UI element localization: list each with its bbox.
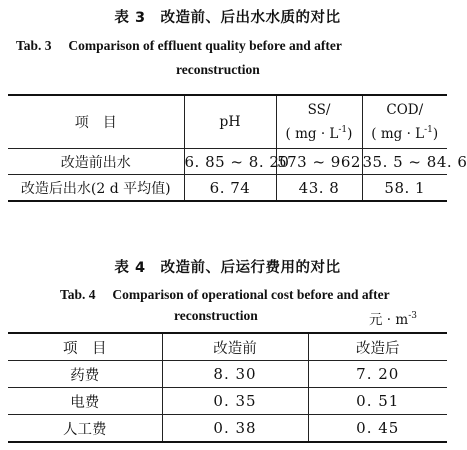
cost-before: 8. 30 — [162, 361, 308, 388]
cost-after: 0. 51 — [308, 388, 447, 415]
table3-header-row — [8, 95, 447, 149]
table3 — [8, 94, 467, 202]
table-row — [8, 361, 447, 388]
cost-item: 人工费 — [8, 415, 162, 443]
row-label: 改造后出水(2 d 平均值) — [8, 175, 184, 202]
table3-header-ph: pH — [184, 95, 276, 149]
table4-title-en-line2: reconstruction — [174, 308, 258, 323]
table-row — [8, 149, 447, 175]
table4-header-before: 改造前 — [162, 333, 308, 361]
cost-after: 7. 20 — [308, 361, 447, 388]
cod-label: COD/ — [386, 102, 424, 118]
table3-title-en: Tab. 3 Comparison of effluent quality before and after — [16, 38, 342, 53]
table4-header-after: 改造后 — [308, 333, 447, 361]
table3-header-ss — [276, 95, 362, 149]
cost-before: 0. 35 — [162, 388, 308, 415]
table4-unit: 元 · $m^{-3}$ — [369, 311, 417, 328]
cost-after: 0. 45 — [308, 415, 447, 443]
ss-value: 573 ~ 962 — [276, 149, 362, 175]
ph-value: 6. 74 — [184, 175, 276, 202]
cost-before: 0. 38 — [162, 415, 308, 443]
table-row — [8, 388, 447, 415]
table4-header-row — [8, 333, 447, 361]
row-label: 改造前出水 — [8, 149, 184, 175]
table3-header-cod — [362, 95, 447, 149]
table-row — [8, 415, 447, 443]
table4-title-en: Tab. 4 Comparison of operational cost before and after — [60, 287, 390, 302]
table4-header-item: 项 目 — [8, 333, 162, 361]
table3-header-item: 项 目 — [8, 95, 184, 149]
cost-item: 药费 — [8, 361, 162, 388]
ph-value: 6. 85 ~ 8. 20 — [184, 149, 276, 175]
table4-title-cn: 表 4 改造前、后运行费用的对比 — [114, 260, 341, 276]
table3-title-en-line2: reconstruction — [176, 62, 260, 77]
ss-label: SS/ — [307, 102, 331, 118]
cost-item: 电费 — [8, 388, 162, 415]
table4 — [8, 332, 447, 443]
ss-value: 43. 8 — [276, 175, 362, 202]
table3-title-cn: 表 3 改造前、后出水水质的对比 — [114, 10, 341, 26]
cod-value: 35. 5 ~ 84. 6 — [362, 149, 447, 175]
cod-unit: ( mg · $L^{-1}$) — [371, 125, 439, 142]
ss-unit: ( mg · $L^{-1}$) — [285, 125, 353, 142]
table-row — [8, 175, 447, 202]
cod-value: 58. 1 — [362, 175, 447, 202]
